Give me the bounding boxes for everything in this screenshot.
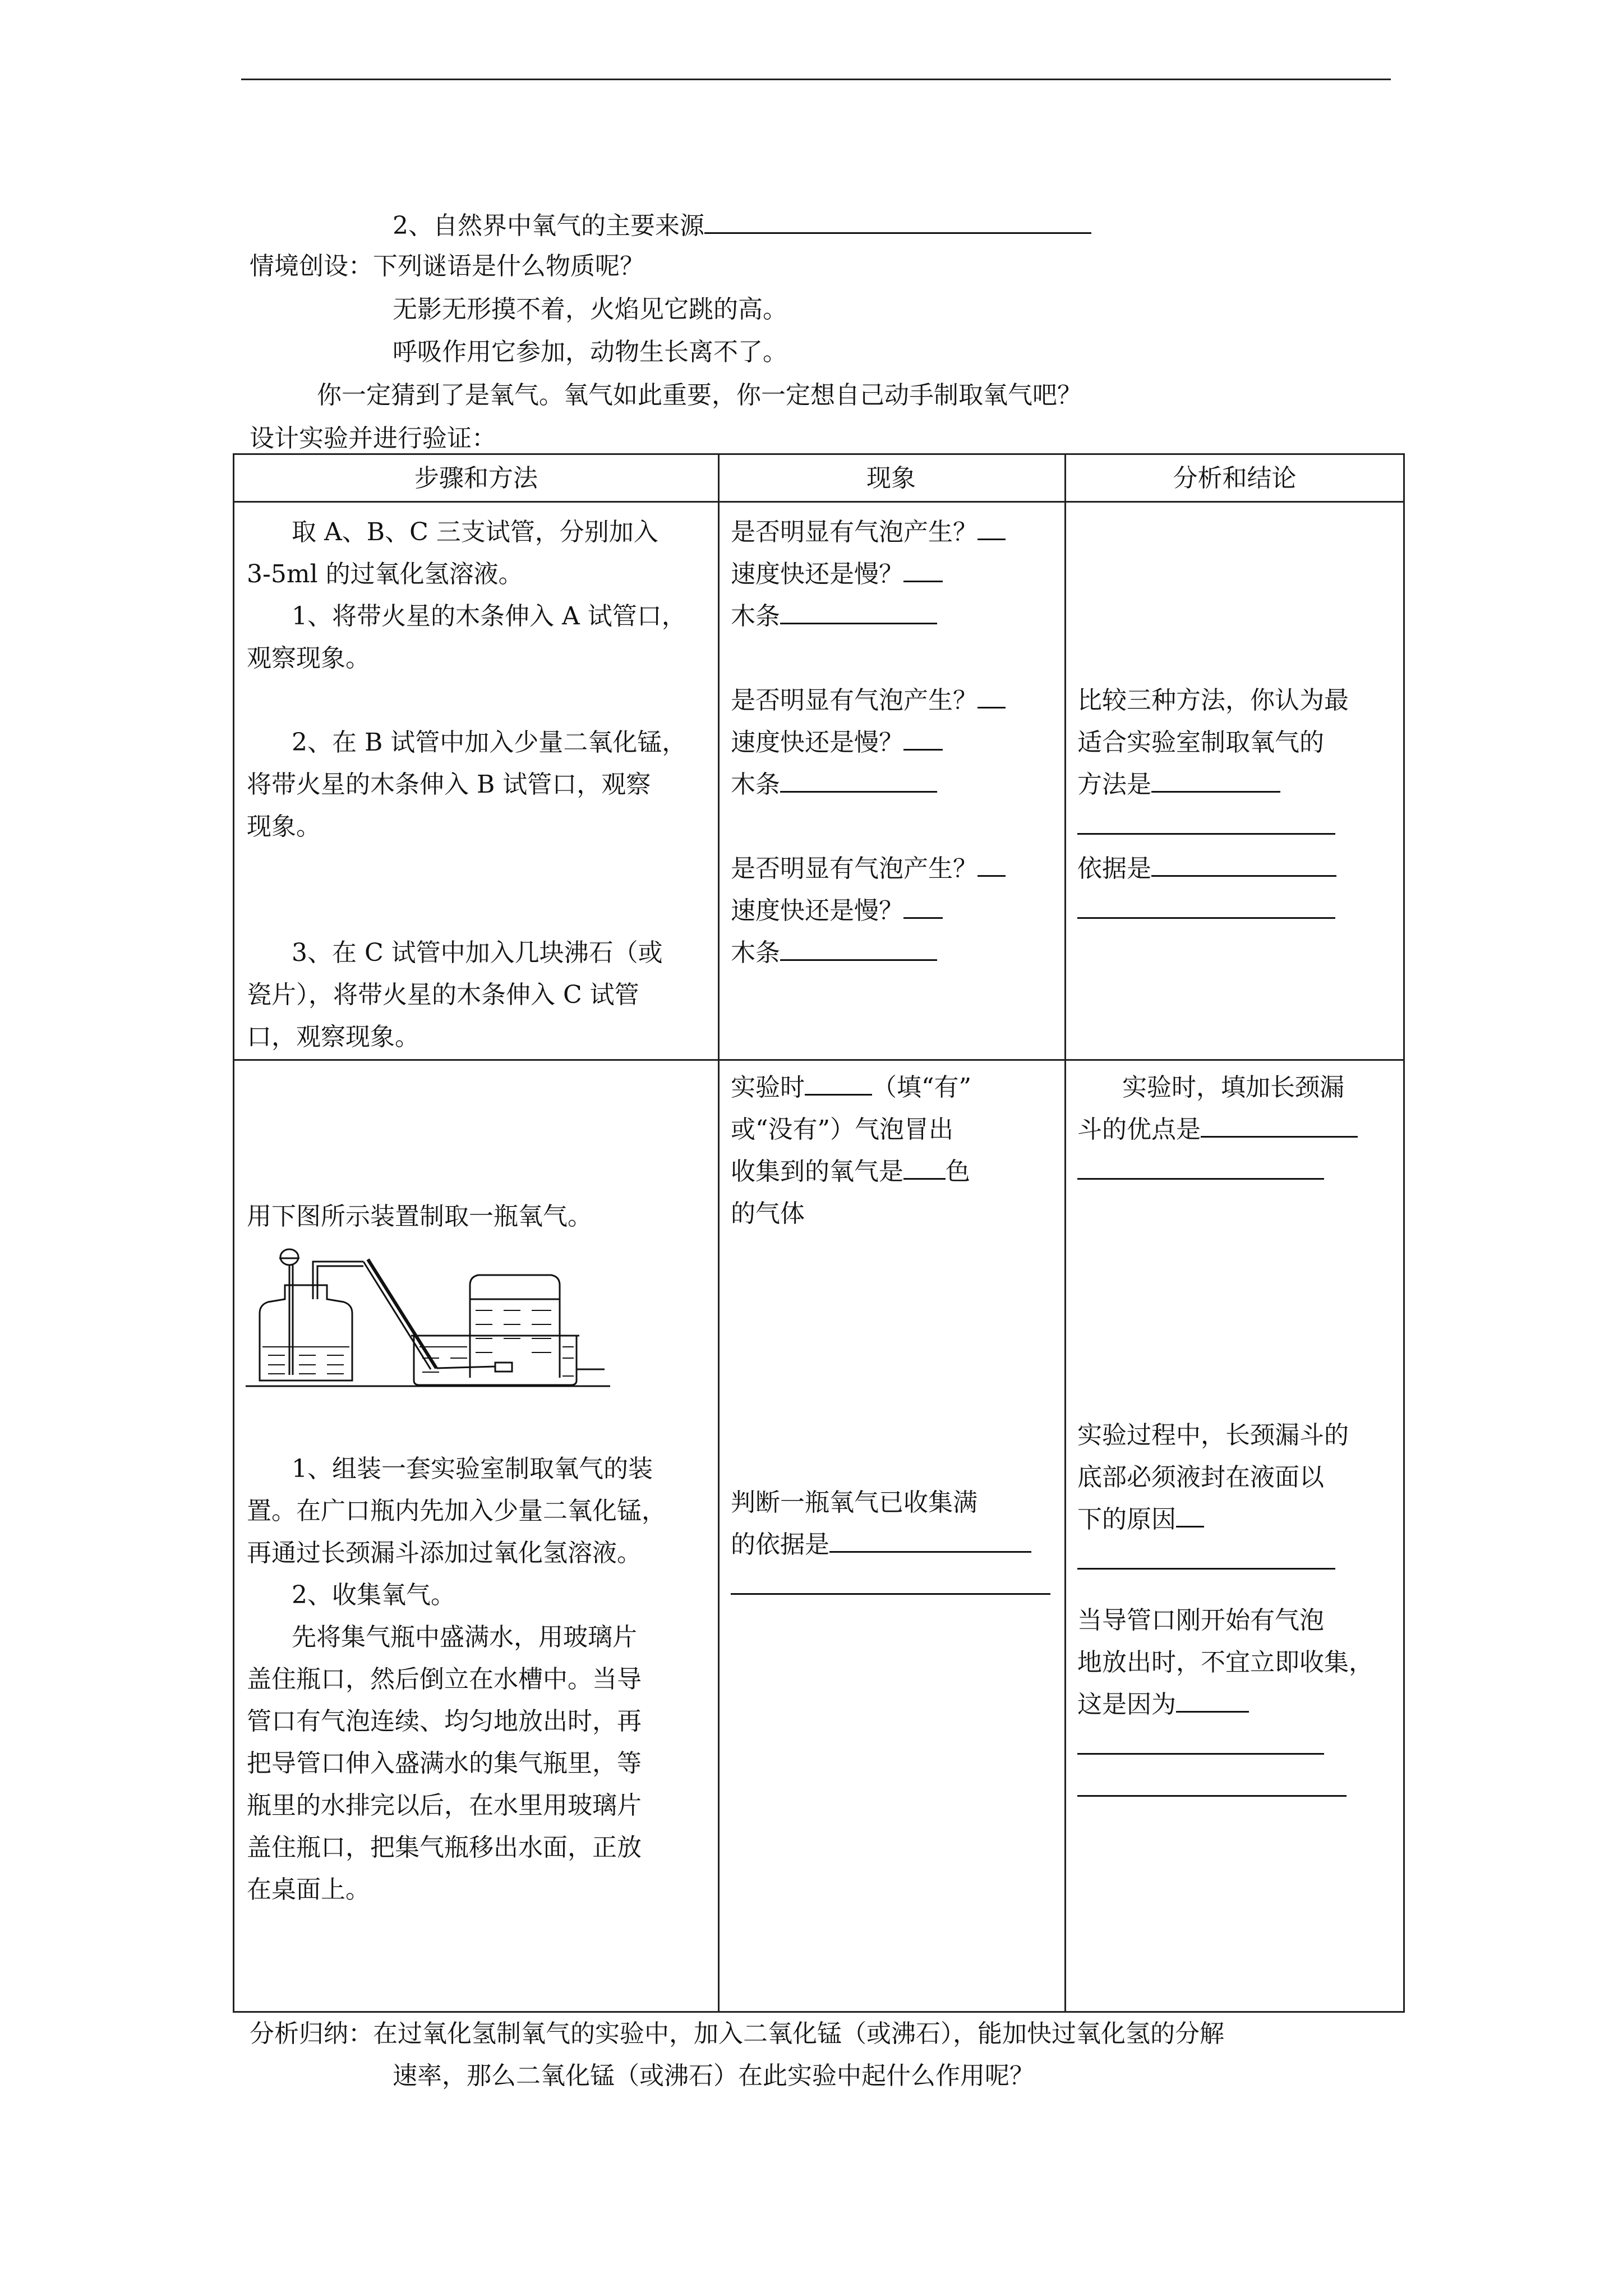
phenomenon-speed-c: 速度快还是慢？ bbox=[731, 890, 1062, 932]
experiment-heading: 设计实验并进行验证： bbox=[250, 424, 496, 453]
phenomenon-splint-a: 木条 bbox=[731, 595, 1062, 637]
collect-detail: 瓶里的水排完以后，在水里用玻璃片 bbox=[247, 1791, 642, 1820]
phenomenon-speed-a: 速度快还是慢？ bbox=[731, 553, 1062, 595]
summary-line-2: 速率，那么二氧化锰（或沸石）在此实验中起什么作用呢？ bbox=[393, 2062, 1034, 2090]
header-analysis: 分析和结论 bbox=[1173, 464, 1297, 493]
step-c-line: 口，观察现象。 bbox=[247, 1023, 419, 1051]
analysis-compare: 比较三种方法，你认为最 bbox=[1077, 686, 1349, 715]
column-divider bbox=[718, 455, 720, 2011]
column-divider bbox=[1064, 455, 1066, 2011]
step-b-line: 现象。 bbox=[247, 812, 321, 841]
phenomenon-splint-c: 木条 bbox=[731, 932, 1062, 974]
bubbles-observed: 实验时 （填“有” bbox=[731, 1066, 1062, 1108]
row1-steps bbox=[247, 511, 712, 1058]
phenomenon-bubbles-a: 是否明显有气泡产生？ bbox=[731, 511, 1062, 553]
collect-detail: 把导管口伸入盛满水的集气瓶里，等 bbox=[247, 1749, 642, 1778]
step-c-line: 3、在 C 试管中加入几块沸石（或 bbox=[292, 938, 663, 967]
header-steps: 步骤和方法 bbox=[414, 464, 538, 493]
seal-reason: 实验过程中，长颈漏斗的 bbox=[1077, 1421, 1349, 1450]
bubbles-observed: 或“没有”）气泡冒出 bbox=[731, 1115, 953, 1144]
header-rule bbox=[241, 79, 1391, 80]
experiment-table bbox=[233, 453, 1405, 2013]
gas-color: 的气体 bbox=[731, 1199, 805, 1228]
analysis-basis: 依据是 bbox=[1077, 848, 1403, 890]
gas-color: 收集到的氧气是 色 bbox=[731, 1151, 1062, 1193]
row2-intro: 用下图所示装置制取一瓶氧气。 bbox=[247, 1202, 592, 1231]
step-intro-line: 取 A、B、C 三支试管，分别加入 bbox=[292, 518, 658, 546]
oxygen-source-question bbox=[393, 208, 1091, 243]
analysis-method: 方法是 bbox=[1077, 763, 1403, 806]
step-a-line: 1、将带火星的木条伸入 A 试管口， bbox=[292, 602, 686, 631]
row2-steps bbox=[247, 1448, 712, 1911]
collect-detail: 在桌面上。 bbox=[247, 1875, 370, 1904]
apparatus-diagram bbox=[246, 1246, 610, 1392]
header-phenomena: 现象 bbox=[866, 464, 916, 493]
summary-line-1: 分析归纳：在过氧化氢制氧气的实验中，加入二氧化锰（或沸石），能加快过氧化氢的分解 bbox=[250, 2019, 1224, 2048]
early-bubbles-reason: 这是因为 bbox=[1077, 1683, 1403, 1726]
step-b-line: 将带火星的木条伸入 B 试管口，观察 bbox=[247, 770, 651, 799]
row-divider bbox=[234, 1059, 1403, 1061]
seal-reason: 底部必须液封在液面以 bbox=[1077, 1463, 1324, 1492]
row1-analysis bbox=[1077, 679, 1403, 932]
collect-detail: 管口有气泡连续、均匀地放出时，再 bbox=[247, 1707, 642, 1736]
row2-analysis-seal bbox=[1077, 1414, 1403, 1582]
phenomenon-bubbles-b: 是否明显有气泡产生？ bbox=[731, 679, 1062, 721]
row2-phenomena bbox=[731, 1066, 1062, 1235]
oxygen-source-text: 2、自然界中氧气的主要来源 bbox=[393, 211, 704, 240]
scenario-heading: 情境创设：下列谜语是什么物质呢？ bbox=[250, 252, 644, 280]
seal-reason: 下的原因 bbox=[1077, 1498, 1403, 1540]
assemble-step: 再通过长颈漏斗添加过氧化氢溶液。 bbox=[247, 1539, 642, 1567]
phenomenon-splint-b: 木条 bbox=[731, 763, 1062, 806]
analysis-compare: 适合实验室制取氧气的 bbox=[1077, 728, 1324, 757]
phenomenon-speed-b: 速度快还是慢？ bbox=[731, 721, 1062, 763]
riddle-answer-text: 你一定猜到了是氧气。氧气如此重要，你一定想自己动手制取氧气吧？ bbox=[317, 381, 1082, 409]
collect-detail: 盖住瓶口，把集气瓶移出水面，正放 bbox=[247, 1833, 642, 1862]
row2-analysis-funnel bbox=[1077, 1066, 1403, 1193]
full-criterion: 的依据是 bbox=[731, 1524, 1062, 1566]
row2-analysis-bubbles bbox=[1077, 1599, 1403, 1810]
early-bubbles-reason: 地放出时，不宜立即收集， bbox=[1077, 1648, 1373, 1677]
step-a-line: 观察现象。 bbox=[247, 644, 370, 673]
collect-detail: 先将集气瓶中盛满水，用玻璃片 bbox=[292, 1623, 637, 1651]
header-divider bbox=[234, 501, 1403, 503]
assemble-step: 1、组装一套实验室制取氧气的装 bbox=[292, 1455, 653, 1483]
step-b-line: 2、在 B 试管中加入少量二氧化锰， bbox=[292, 728, 687, 757]
step-c-line: 瓷片），将带火星的木条伸入 C 试管 bbox=[247, 981, 639, 1009]
assemble-step: 置。在广口瓶内先加入少量二氧化锰， bbox=[247, 1497, 666, 1525]
row1-phenomena bbox=[731, 511, 1062, 974]
riddle-line-2: 呼吸作用它参加，动物生长离不了。 bbox=[393, 338, 787, 366]
early-bubbles-reason: 当导管口刚开始有气泡 bbox=[1077, 1606, 1324, 1635]
riddle-line-1: 无影无形摸不着，火焰见它跳的高。 bbox=[393, 295, 787, 324]
row2-full-criterion bbox=[731, 1481, 1062, 1608]
step-intro-line: 3-5ml 的过氧化氢溶液。 bbox=[247, 560, 523, 588]
answer-blank bbox=[704, 208, 1091, 234]
full-criterion: 判断一瓶氧气已收集满 bbox=[731, 1488, 978, 1517]
collect-detail: 盖住瓶口，然后倒立在水槽中。当导 bbox=[247, 1665, 642, 1694]
phenomenon-bubbles-c: 是否明显有气泡产生？ bbox=[731, 848, 1062, 890]
funnel-advantage: 斗的优点是 bbox=[1077, 1108, 1403, 1151]
collect-step: 2、收集氧气。 bbox=[292, 1581, 455, 1609]
funnel-advantage: 实验时，填加长颈漏 bbox=[1122, 1073, 1344, 1102]
